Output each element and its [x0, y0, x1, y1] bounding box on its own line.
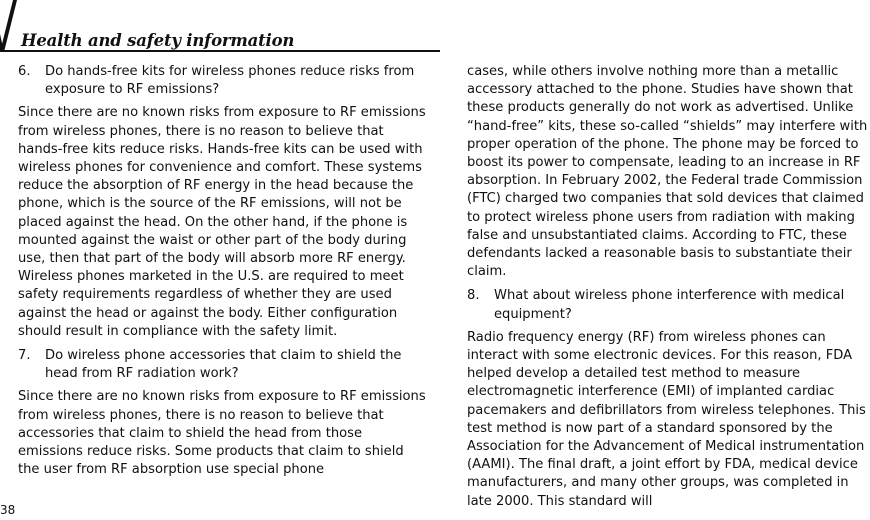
- answer-7: Since there are no known risks from exposure to RF emissions from wireless phones, there is no reason to believe that accessories that claim to shield the head from those emissions reduce risks. Some products that claim to shield the user from RF absorption use special phone: [18, 389, 426, 478]
- question-6: [18, 63, 426, 99]
- right-column: [467, 63, 870, 517]
- header-rule: [0, 50, 440, 52]
- question-number: 6.: [18, 64, 31, 79]
- left-column: [18, 63, 426, 485]
- question-text: Do wireless phone accessories that claim to shield the head from RF radiation work?: [45, 348, 402, 382]
- answer-7-continued: cases, while others involve nothing more than a metallic accessory attached to the phone. Studies have shown that these products generally do not work as advertised. Unlike “hand-free” kits, these so-called “shields” may interfere with proper operation of the phone. The phone may be forced to boost its power to compensate, leading to an increase in RF absorption. In February 2002, the Federal trade Commission (FTC) charged two companies that sold devices that claimed to protect wireless phone users from radiation with making false and unsubstantiated claims. According to FTC, these defendants lacked a reasonable basis to substantiate their claim.: [467, 64, 868, 280]
- answer-6: Since there are no known risks from exposure to RF emissions from wireless phones, there is no reason to believe that hands-free kits reduce risks. Hands-free kits can be used with wireless phones for convenience and comfort. These systems reduce the absorption of RF energy in the head because the phone, which is the source of the RF emissions, will not be placed against the head. On the other hand, if the phone is mounted against the waist or other part of the body during use, then that part of the body will absorb more RF energy. Wireless phones marketed in the U.S. are required to meet safety requirements regardless of whether they are used against the head or against the body. Either configuration should result in compliance with the safety limit.: [18, 105, 426, 339]
- question-text: Do hands-free kits for wireless phones reduce risks from exposure to RF emissions?: [45, 64, 415, 98]
- question-text: What about wireless phone interference with medical equipment?: [494, 288, 845, 322]
- question-number: 7.: [18, 348, 31, 364]
- header-accent-bar: [0, 0, 17, 52]
- answer-8: Radio frequency energy (RF) from wireless phones can interact with some electronic devices. For this reason, FDA helped develop a detailed test method to measure electromagnetic interference (EMI) of implanted cardiac pacemakers and defibrillators from wireless telephones. This test method is now part of a standard sponsored by the Association for the Advancement of Medical instrumentation (AAMI). The final draft, a joint effort by FDA, medical device manufacturers, and many other groups, was completed in late 2000. This standard will: [467, 329, 866, 509]
- question-8: [467, 287, 870, 323]
- page-title: Health and safety information: [21, 31, 295, 50]
- question-7: [18, 347, 426, 383]
- question-number: 8.: [467, 288, 480, 304]
- page-number: 38: [0, 503, 16, 517]
